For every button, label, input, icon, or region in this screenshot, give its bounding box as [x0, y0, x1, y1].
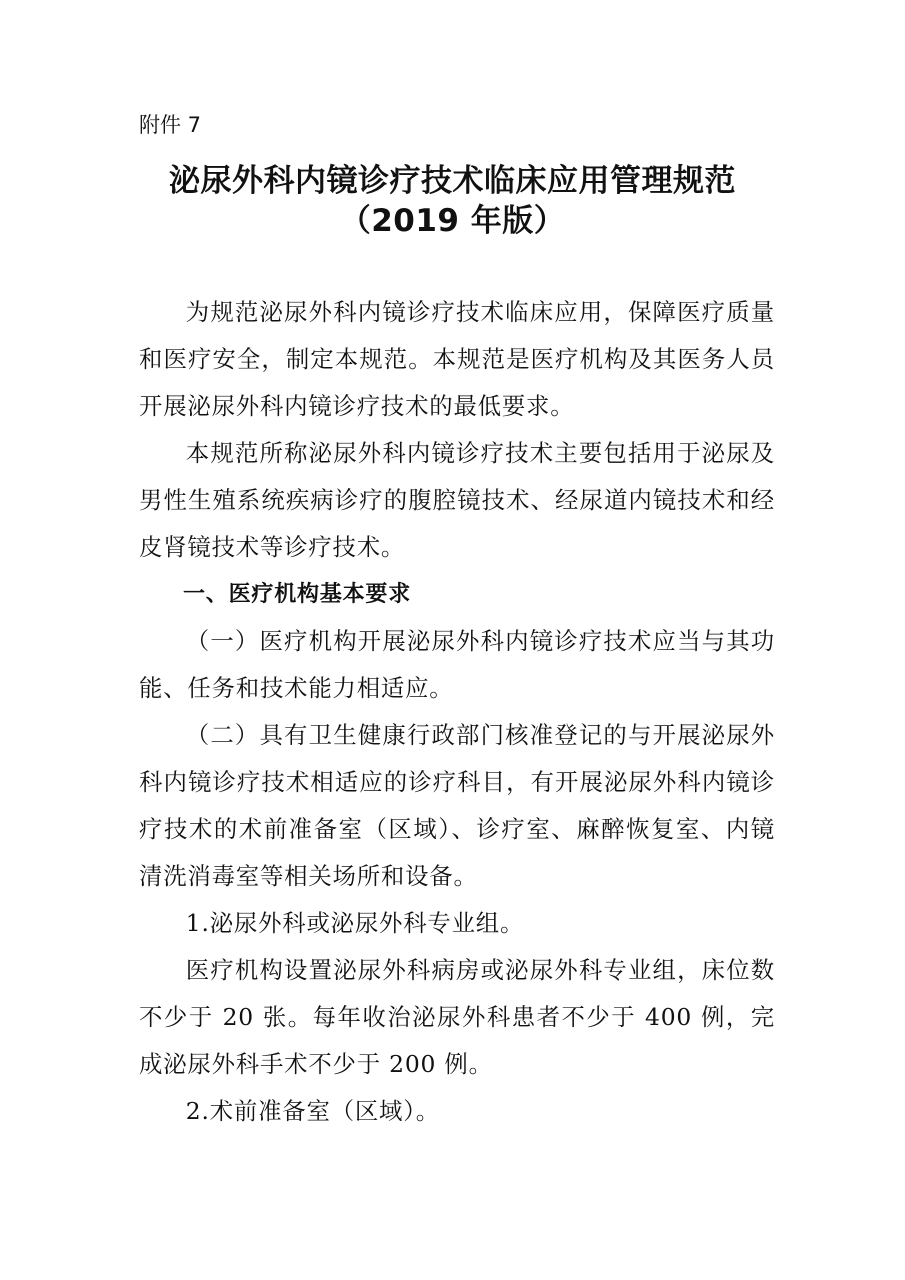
clause-paragraph: （二）具有卫生健康行政部门核准登记的与开展泌尿外科内镜诊疗技术相适应的诊疗科目，有开展泌尿外科内镜诊疗技术的术前准备室（区域）、诊疗室、麻醉恢复室、内镜清洗消毒室等相关场所和设备。 — [139, 721, 775, 890]
attachment-label: 附件 7 — [139, 113, 202, 137]
document-body — [139, 289, 775, 1135]
subclause-heading: 2.术前准备室（区域）。 — [185, 1097, 440, 1125]
document-title: 泌尿外科内镜诊疗技术临床应用管理规范 — [169, 163, 736, 199]
section-heading: 一、医疗机构基本要求 — [183, 582, 412, 607]
clause-paragraph: 医疗机构设置泌尿外科病房或泌尿外科专业组，床位数不少于 20 张。每年收治泌尿外科患者不少于 400 例，完成泌尿外科手术不少于 200 例。 — [139, 956, 775, 1078]
clause-paragraph: （一）医疗机构开展泌尿外科内镜诊疗技术应当与其功能、任务和技术能力相适应。 — [139, 627, 775, 702]
document-edition: （2019 年版） — [339, 203, 566, 239]
intro-paragraph: 为规范泌尿外科内镜诊疗技术临床应用，保障医疗质量和医疗安全，制定本规范。本规范是医疗机构及其医务人员开展泌尿外科内镜诊疗技术的最低要求。 — [139, 298, 775, 420]
scope-paragraph: 本规范所称泌尿外科内镜诊疗技术主要包括用于泌尿及男性生殖系统疾病诊疗的腹腔镜技术、经尿道内镜技术和经皮肾镜技术等诊疗技术。 — [139, 439, 775, 561]
subclause-heading: 1.泌尿外科或泌尿外科专业组。 — [185, 909, 525, 937]
